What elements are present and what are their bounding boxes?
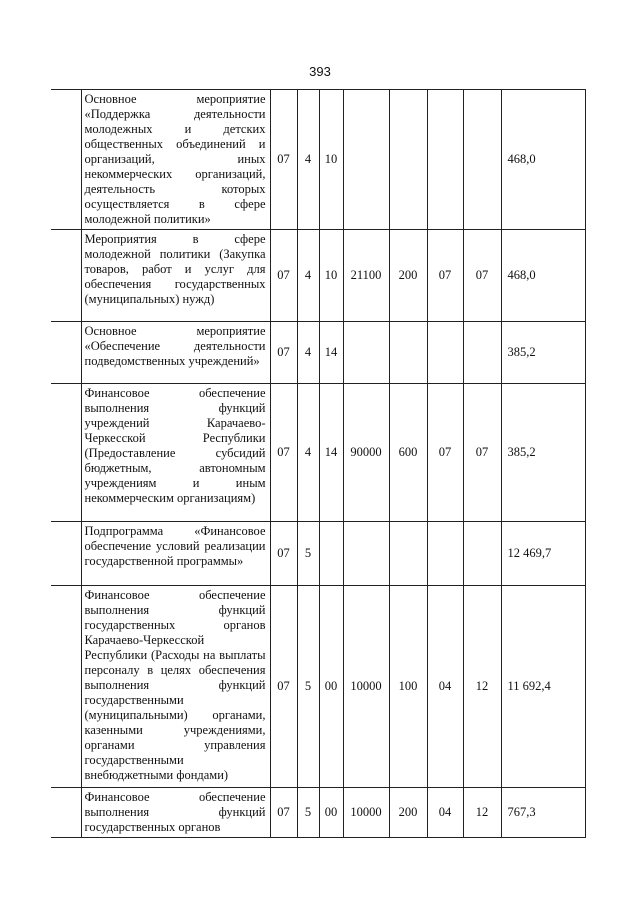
amount-cell: 11 692,4	[501, 586, 585, 788]
table-row	[51, 90, 585, 230]
vr-cell	[389, 322, 427, 384]
row-description: Подпрограмма «Финансовое обеспечение условий реализации государственной программы»	[81, 522, 270, 586]
amount-cell: 468,0	[501, 90, 585, 230]
ks-cell: 14	[319, 322, 343, 384]
ks-cell: 00	[319, 586, 343, 788]
ks-cell: 10	[319, 230, 343, 322]
row-description: Финансовое обеспечение выполнения функций государственных органов Карачаево-Черкесской Республики (Расходы на выплаты персоналу в целях обеспечения выполнения функций государственными (муниципальными) органами, казенными учреждениями, органами управления государственными внебюджетными фондами)	[81, 586, 270, 788]
rz-cell: 07	[270, 90, 297, 230]
blank-cell	[51, 522, 81, 586]
row-description: Мероприятия в сфере молодежной политики (Закупка товаров, работ и услуг для обеспечения государственных (муниципальных) нужд)	[81, 230, 270, 322]
code8-cell: 07	[463, 230, 501, 322]
prz-cell: 5	[297, 586, 319, 788]
blank-cell	[51, 586, 81, 788]
table-row	[51, 788, 585, 838]
prz-cell: 4	[297, 322, 319, 384]
code7-cell: 04	[427, 788, 463, 838]
code8-cell	[463, 522, 501, 586]
code7-cell: 07	[427, 230, 463, 322]
rz-cell: 07	[270, 384, 297, 522]
rz-cell: 07	[270, 522, 297, 586]
ks2-cell: 10000	[343, 788, 389, 838]
amount-cell: 767,3	[501, 788, 585, 838]
code8-cell: 12	[463, 586, 501, 788]
vr-cell: 600	[389, 384, 427, 522]
rz-cell: 07	[270, 322, 297, 384]
table-row	[51, 230, 585, 322]
table-row	[51, 322, 585, 384]
row-description: Финансовое обеспечение выполнения функций учреждений Карачаево-Черкесской Республики (Предоставление субсидий бюджетным, автономным учреждениям и иным некоммерческим организациям)	[81, 384, 270, 522]
prz-cell: 4	[297, 90, 319, 230]
blank-cell	[51, 230, 81, 322]
prz-cell: 5	[297, 788, 319, 838]
blank-cell	[51, 788, 81, 838]
ks2-cell: 90000	[343, 384, 389, 522]
code7-cell	[427, 90, 463, 230]
vr-cell: 200	[389, 230, 427, 322]
row-description: Основное мероприятие «Обеспечение деятельности подведомственных учреждений»	[81, 322, 270, 384]
vr-cell: 200	[389, 788, 427, 838]
rz-cell: 07	[270, 586, 297, 788]
row-description: Финансовое обеспечение выполнения функций государственных органов	[81, 788, 270, 838]
amount-cell: 468,0	[501, 230, 585, 322]
rz-cell: 07	[270, 230, 297, 322]
blank-cell	[51, 384, 81, 522]
row-description: Основное мероприятие «Поддержка деятельности молодежных и детских общественных объединений и организаций, иных некоммерческих организаций, деятельность которых осуществляется в сфере молодежной политики»	[81, 90, 270, 230]
amount-cell: 385,2	[501, 322, 585, 384]
table-row	[51, 522, 585, 586]
prz-cell: 5	[297, 522, 319, 586]
code8-cell	[463, 90, 501, 230]
vr-cell: 100	[389, 586, 427, 788]
blank-cell	[51, 90, 81, 230]
code8-cell: 07	[463, 384, 501, 522]
ks-cell: 14	[319, 384, 343, 522]
ks2-cell: 21100	[343, 230, 389, 322]
page-number: 393	[309, 64, 331, 79]
amount-cell: 385,2	[501, 384, 585, 522]
prz-cell: 4	[297, 384, 319, 522]
code7-cell: 04	[427, 586, 463, 788]
ks-cell: 00	[319, 788, 343, 838]
code7-cell	[427, 322, 463, 384]
ks-cell: 10	[319, 90, 343, 230]
code8-cell	[463, 322, 501, 384]
rz-cell: 07	[270, 788, 297, 838]
code7-cell: 07	[427, 384, 463, 522]
prz-cell: 4	[297, 230, 319, 322]
ks2-cell: 10000	[343, 586, 389, 788]
code8-cell: 12	[463, 788, 501, 838]
budget-table	[51, 89, 586, 838]
vr-cell	[389, 90, 427, 230]
vr-cell	[389, 522, 427, 586]
amount-cell: 12 469,7	[501, 522, 585, 586]
code7-cell	[427, 522, 463, 586]
ks2-cell	[343, 522, 389, 586]
ks-cell	[319, 522, 343, 586]
ks2-cell	[343, 322, 389, 384]
blank-cell	[51, 322, 81, 384]
ks2-cell	[343, 90, 389, 230]
table-row	[51, 586, 585, 788]
table-row	[51, 384, 585, 522]
